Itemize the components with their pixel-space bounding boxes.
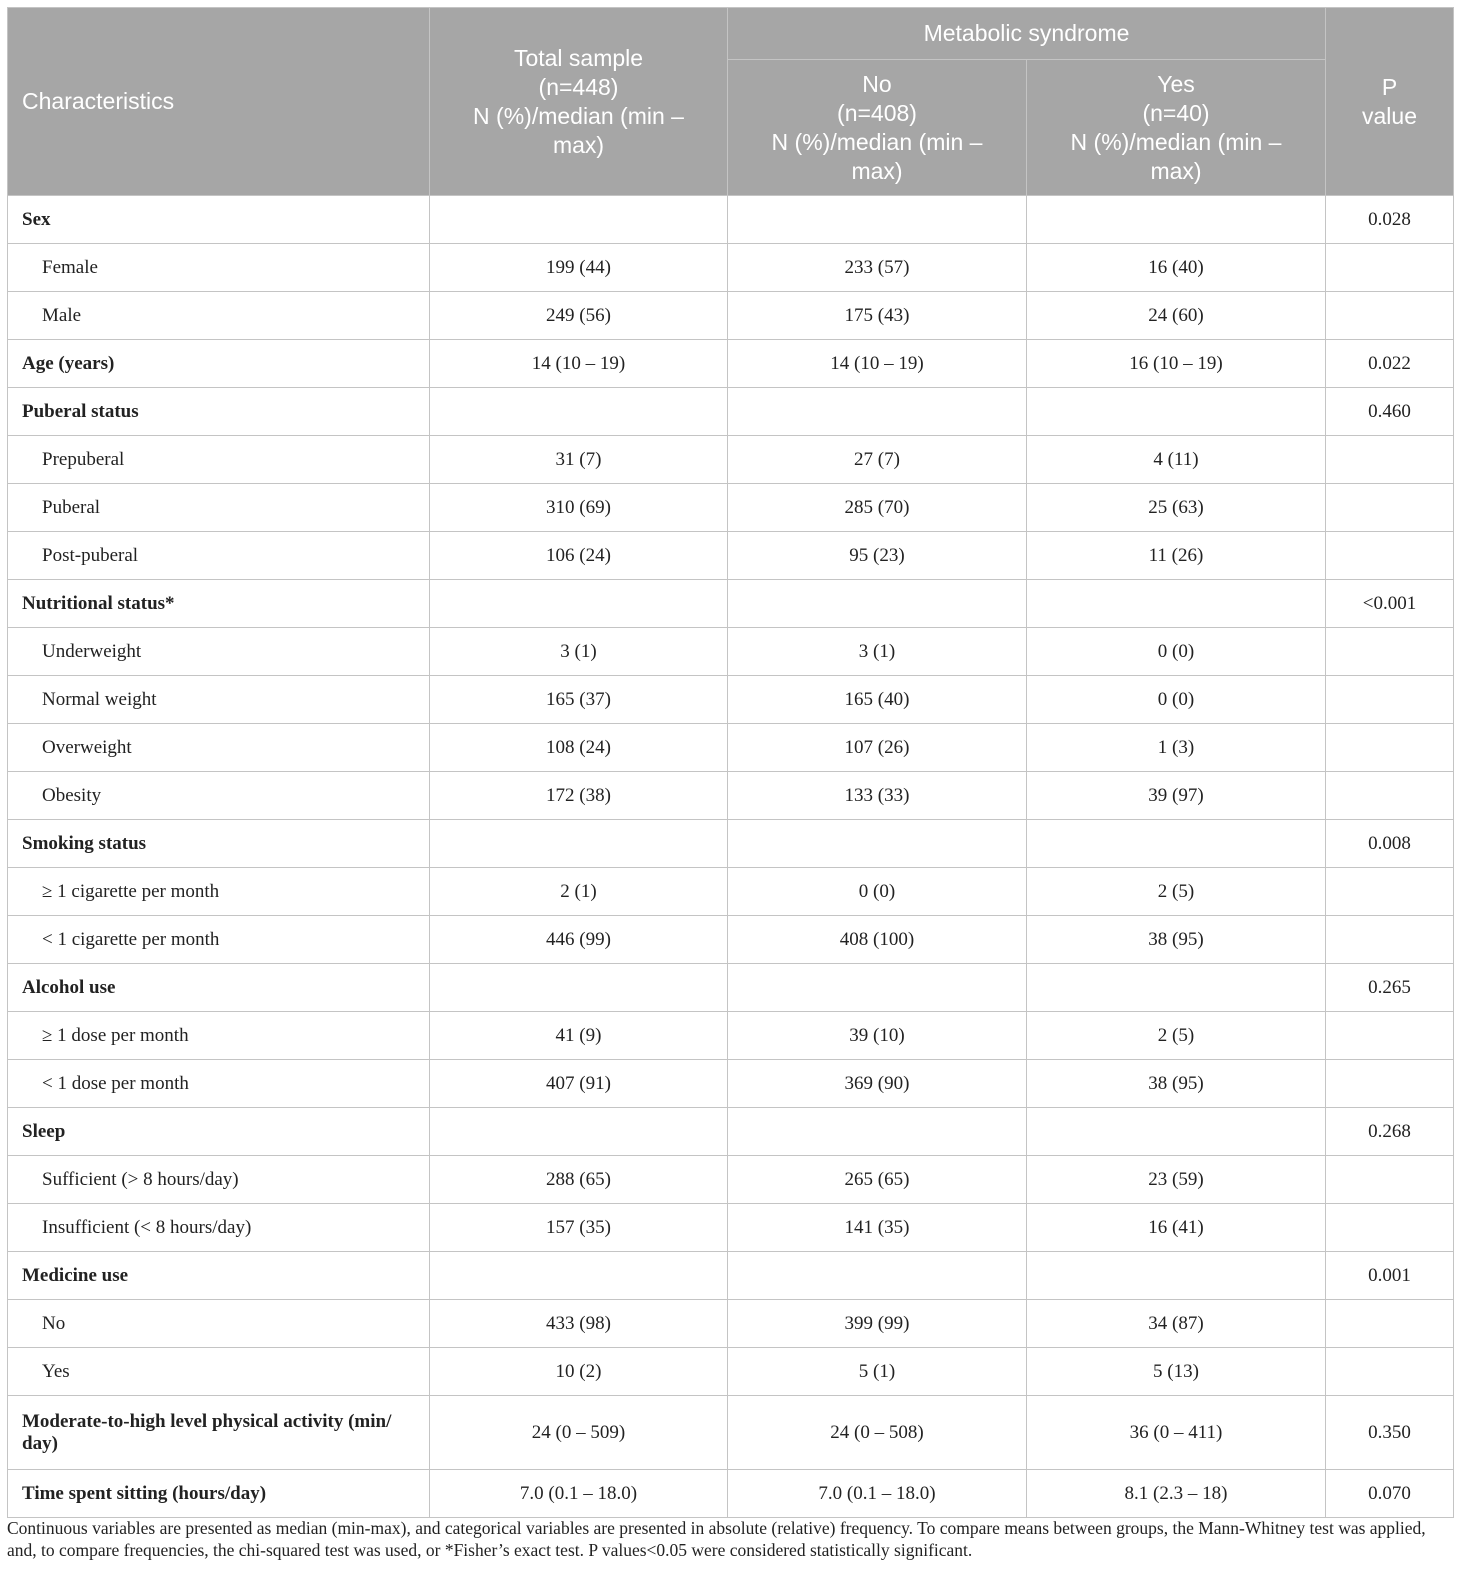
p-value-cell	[1326, 772, 1454, 820]
ms-no-cell	[728, 196, 1027, 244]
ms-no-cell: 133 (33)	[728, 772, 1027, 820]
ms-yes-cell: 8.1 (2.3 – 18)	[1027, 1470, 1326, 1518]
table-row	[8, 1012, 1454, 1060]
ms-no-cell: 7.0 (0.1 – 18.0)	[728, 1470, 1027, 1518]
ms-no-cell: 107 (26)	[728, 724, 1027, 772]
table-row	[8, 628, 1454, 676]
table-row	[8, 244, 1454, 292]
ms-no-cell: 0 (0)	[728, 868, 1027, 916]
characteristics-table	[7, 7, 1454, 1518]
ms-no-cell	[728, 964, 1027, 1012]
p-value-cell	[1326, 1204, 1454, 1252]
characteristic-cell: Puberal	[8, 484, 430, 532]
ms-no-cell: 27 (7)	[728, 436, 1027, 484]
ms-yes-cell: 16 (10 – 19)	[1027, 340, 1326, 388]
total-sample-cell: 10 (2)	[430, 1348, 728, 1396]
ms-yes-cell: 1 (3)	[1027, 724, 1326, 772]
ms-no-cell: 95 (23)	[728, 532, 1027, 580]
ms-no-cell: 141 (35)	[728, 1204, 1027, 1252]
ms-yes-cell: 36 (0 – 411)	[1027, 1396, 1326, 1470]
characteristic-cell: Sex	[8, 196, 430, 244]
total-sample-cell: 199 (44)	[430, 244, 728, 292]
ms-yes-cell: 4 (11)	[1027, 436, 1326, 484]
p-value-cell	[1326, 1348, 1454, 1396]
ms-no-cell: 24 (0 – 508)	[728, 1396, 1027, 1470]
p-value-cell	[1326, 244, 1454, 292]
ms-yes-cell	[1027, 1108, 1326, 1156]
total-sample-cell	[430, 1252, 728, 1300]
ms-no-cell: 175 (43)	[728, 292, 1027, 340]
characteristic-cell: Smoking status	[8, 820, 430, 868]
characteristic-cell: Prepuberal	[8, 436, 430, 484]
total-sample-cell	[430, 964, 728, 1012]
ms-yes-cell: 25 (63)	[1027, 484, 1326, 532]
total-sample-cell: 3 (1)	[430, 628, 728, 676]
ms-no-cell: 408 (100)	[728, 916, 1027, 964]
characteristic-cell: Time spent sitting (hours/day)	[8, 1470, 430, 1518]
p-value-cell: 0.350	[1326, 1396, 1454, 1470]
characteristic-cell: ≥ 1 dose per month	[8, 1012, 430, 1060]
ms-yes-cell	[1027, 820, 1326, 868]
characteristic-cell: Puberal status	[8, 388, 430, 436]
table-row	[8, 1252, 1454, 1300]
ms-no-cell: 369 (90)	[728, 1060, 1027, 1108]
characteristic-cell: Moderate-to-high level physical activity (min/ day)	[8, 1396, 430, 1470]
total-sample-cell: 2 (1)	[430, 868, 728, 916]
header-characteristics: Characteristics	[8, 8, 430, 196]
table-row	[8, 1300, 1454, 1348]
ms-yes-cell: 38 (95)	[1027, 916, 1326, 964]
ms-no-cell	[728, 580, 1027, 628]
total-sample-cell: 407 (91)	[430, 1060, 728, 1108]
table-row	[8, 724, 1454, 772]
ms-no-cell: 165 (40)	[728, 676, 1027, 724]
total-sample-cell: 31 (7)	[430, 436, 728, 484]
total-sample-cell: 288 (65)	[430, 1156, 728, 1204]
ms-yes-cell: 24 (60)	[1027, 292, 1326, 340]
p-value-cell: 0.008	[1326, 820, 1454, 868]
ms-yes-cell: 2 (5)	[1027, 868, 1326, 916]
table-row	[8, 340, 1454, 388]
total-sample-cell: 108 (24)	[430, 724, 728, 772]
ms-no-cell: 5 (1)	[728, 1348, 1027, 1396]
ms-no-cell: 285 (70)	[728, 484, 1027, 532]
ms-no-cell: 233 (57)	[728, 244, 1027, 292]
characteristic-cell: No	[8, 1300, 430, 1348]
characteristic-cell: Insufficient (< 8 hours/day)	[8, 1204, 430, 1252]
ms-no-cell	[728, 820, 1027, 868]
table-row	[8, 532, 1454, 580]
total-sample-cell: 7.0 (0.1 – 18.0)	[430, 1470, 728, 1518]
characteristic-cell: Normal weight	[8, 676, 430, 724]
ms-yes-cell: 16 (40)	[1027, 244, 1326, 292]
table-row	[8, 1470, 1454, 1518]
p-value-cell	[1326, 292, 1454, 340]
table-row	[8, 388, 1454, 436]
table-row	[8, 964, 1454, 1012]
p-value-cell: 0.070	[1326, 1470, 1454, 1518]
ms-yes-cell	[1027, 964, 1326, 1012]
ms-no-cell: 265 (65)	[728, 1156, 1027, 1204]
header-total-sample: Total sample (n=448) N (%)/median (min – max)	[430, 8, 728, 196]
table-row	[8, 916, 1454, 964]
table-row	[8, 1348, 1454, 1396]
table-row	[8, 196, 1454, 244]
ms-yes-cell: 5 (13)	[1027, 1348, 1326, 1396]
p-value-cell	[1326, 436, 1454, 484]
p-value-cell: 0.265	[1326, 964, 1454, 1012]
p-value-cell	[1326, 484, 1454, 532]
ms-no-cell: 39 (10)	[728, 1012, 1027, 1060]
total-sample-cell: 14 (10 – 19)	[430, 340, 728, 388]
p-value-cell	[1326, 628, 1454, 676]
p-value-cell: 0.022	[1326, 340, 1454, 388]
total-sample-cell	[430, 820, 728, 868]
characteristic-cell: Medicine use	[8, 1252, 430, 1300]
ms-no-cell: 3 (1)	[728, 628, 1027, 676]
characteristic-cell: Male	[8, 292, 430, 340]
ms-no-cell	[728, 1252, 1027, 1300]
total-sample-cell	[430, 1108, 728, 1156]
p-value-cell	[1326, 1012, 1454, 1060]
p-value-cell	[1326, 868, 1454, 916]
ms-yes-cell: 2 (5)	[1027, 1012, 1326, 1060]
table-row	[8, 1108, 1454, 1156]
characteristic-cell: Female	[8, 244, 430, 292]
header-p-value: P value	[1326, 8, 1454, 196]
p-value-cell: 0.028	[1326, 196, 1454, 244]
total-sample-cell	[430, 388, 728, 436]
characteristic-cell: ≥ 1 cigarette per month	[8, 868, 430, 916]
total-sample-cell: 433 (98)	[430, 1300, 728, 1348]
p-value-cell	[1326, 724, 1454, 772]
total-sample-cell: 106 (24)	[430, 532, 728, 580]
ms-yes-cell	[1027, 196, 1326, 244]
characteristic-cell: Nutritional status*	[8, 580, 430, 628]
characteristic-cell: < 1 dose per month	[8, 1060, 430, 1108]
p-value-cell	[1326, 676, 1454, 724]
ms-yes-cell: 38 (95)	[1027, 1060, 1326, 1108]
ms-yes-cell: 0 (0)	[1027, 628, 1326, 676]
total-sample-cell: 24 (0 – 509)	[430, 1396, 728, 1470]
total-sample-cell: 249 (56)	[430, 292, 728, 340]
table-row	[8, 484, 1454, 532]
table-row	[8, 1204, 1454, 1252]
characteristic-cell: Sleep	[8, 1108, 430, 1156]
characteristic-cell: Sufficient (> 8 hours/day)	[8, 1156, 430, 1204]
table-row	[8, 676, 1454, 724]
total-sample-cell: 172 (38)	[430, 772, 728, 820]
table-row	[8, 868, 1454, 916]
ms-yes-cell	[1027, 1252, 1326, 1300]
table-row	[8, 1396, 1454, 1470]
ms-yes-cell: 39 (97)	[1027, 772, 1326, 820]
total-sample-cell: 446 (99)	[430, 916, 728, 964]
ms-yes-cell: 23 (59)	[1027, 1156, 1326, 1204]
characteristic-cell: Obesity	[8, 772, 430, 820]
characteristic-cell: Yes	[8, 1348, 430, 1396]
table-row	[8, 580, 1454, 628]
total-sample-cell: 157 (35)	[430, 1204, 728, 1252]
p-value-cell	[1326, 532, 1454, 580]
ms-yes-cell: 16 (41)	[1027, 1204, 1326, 1252]
total-sample-cell: 310 (69)	[430, 484, 728, 532]
total-sample-cell: 41 (9)	[430, 1012, 728, 1060]
ms-no-cell	[728, 388, 1027, 436]
header-metabolic-syndrome: Metabolic syndrome	[728, 8, 1326, 60]
ms-no-cell: 399 (99)	[728, 1300, 1027, 1348]
p-value-cell: 0.001	[1326, 1252, 1454, 1300]
p-value-cell: <0.001	[1326, 580, 1454, 628]
header-ms-yes: Yes (n=40) N (%)/median (min – max)	[1027, 60, 1326, 196]
characteristic-cell: Age (years)	[8, 340, 430, 388]
characteristic-cell: < 1 cigarette per month	[8, 916, 430, 964]
characteristic-cell: Overweight	[8, 724, 430, 772]
table-row	[8, 436, 1454, 484]
ms-no-cell	[728, 1108, 1027, 1156]
ms-no-cell: 14 (10 – 19)	[728, 340, 1027, 388]
table-row	[8, 292, 1454, 340]
p-value-cell	[1326, 1156, 1454, 1204]
p-value-cell: 0.460	[1326, 388, 1454, 436]
p-value-cell	[1326, 1300, 1454, 1348]
characteristic-cell: Alcohol use	[8, 964, 430, 1012]
total-sample-cell: 165 (37)	[430, 676, 728, 724]
total-sample-cell	[430, 196, 728, 244]
table-container	[7, 7, 1453, 1518]
table-row	[8, 772, 1454, 820]
ms-yes-cell	[1027, 580, 1326, 628]
table-row	[8, 1060, 1454, 1108]
total-sample-cell	[430, 580, 728, 628]
characteristic-cell: Underweight	[8, 628, 430, 676]
header-ms-no: No (n=408) N (%)/median (min – max)	[728, 60, 1027, 196]
p-value-cell	[1326, 916, 1454, 964]
ms-yes-cell	[1027, 388, 1326, 436]
table-row	[8, 1156, 1454, 1204]
table-row	[8, 820, 1454, 868]
p-value-cell: 0.268	[1326, 1108, 1454, 1156]
ms-yes-cell: 11 (26)	[1027, 532, 1326, 580]
p-value-cell	[1326, 1060, 1454, 1108]
ms-yes-cell: 34 (87)	[1027, 1300, 1326, 1348]
table-footnote: Continuous variables are presented as median (min-max), and categorical variables are presented in absolute (relative) frequency. To compare means between groups, the Mann-Whitney test was applied, and, to compare frequencies, the chi-squared test was used, or *Fisher’s exact test. P values<0.05 were considered statistically significant.	[7, 1518, 1426, 1560]
ms-yes-cell: 0 (0)	[1027, 676, 1326, 724]
characteristic-cell: Post-puberal	[8, 532, 430, 580]
